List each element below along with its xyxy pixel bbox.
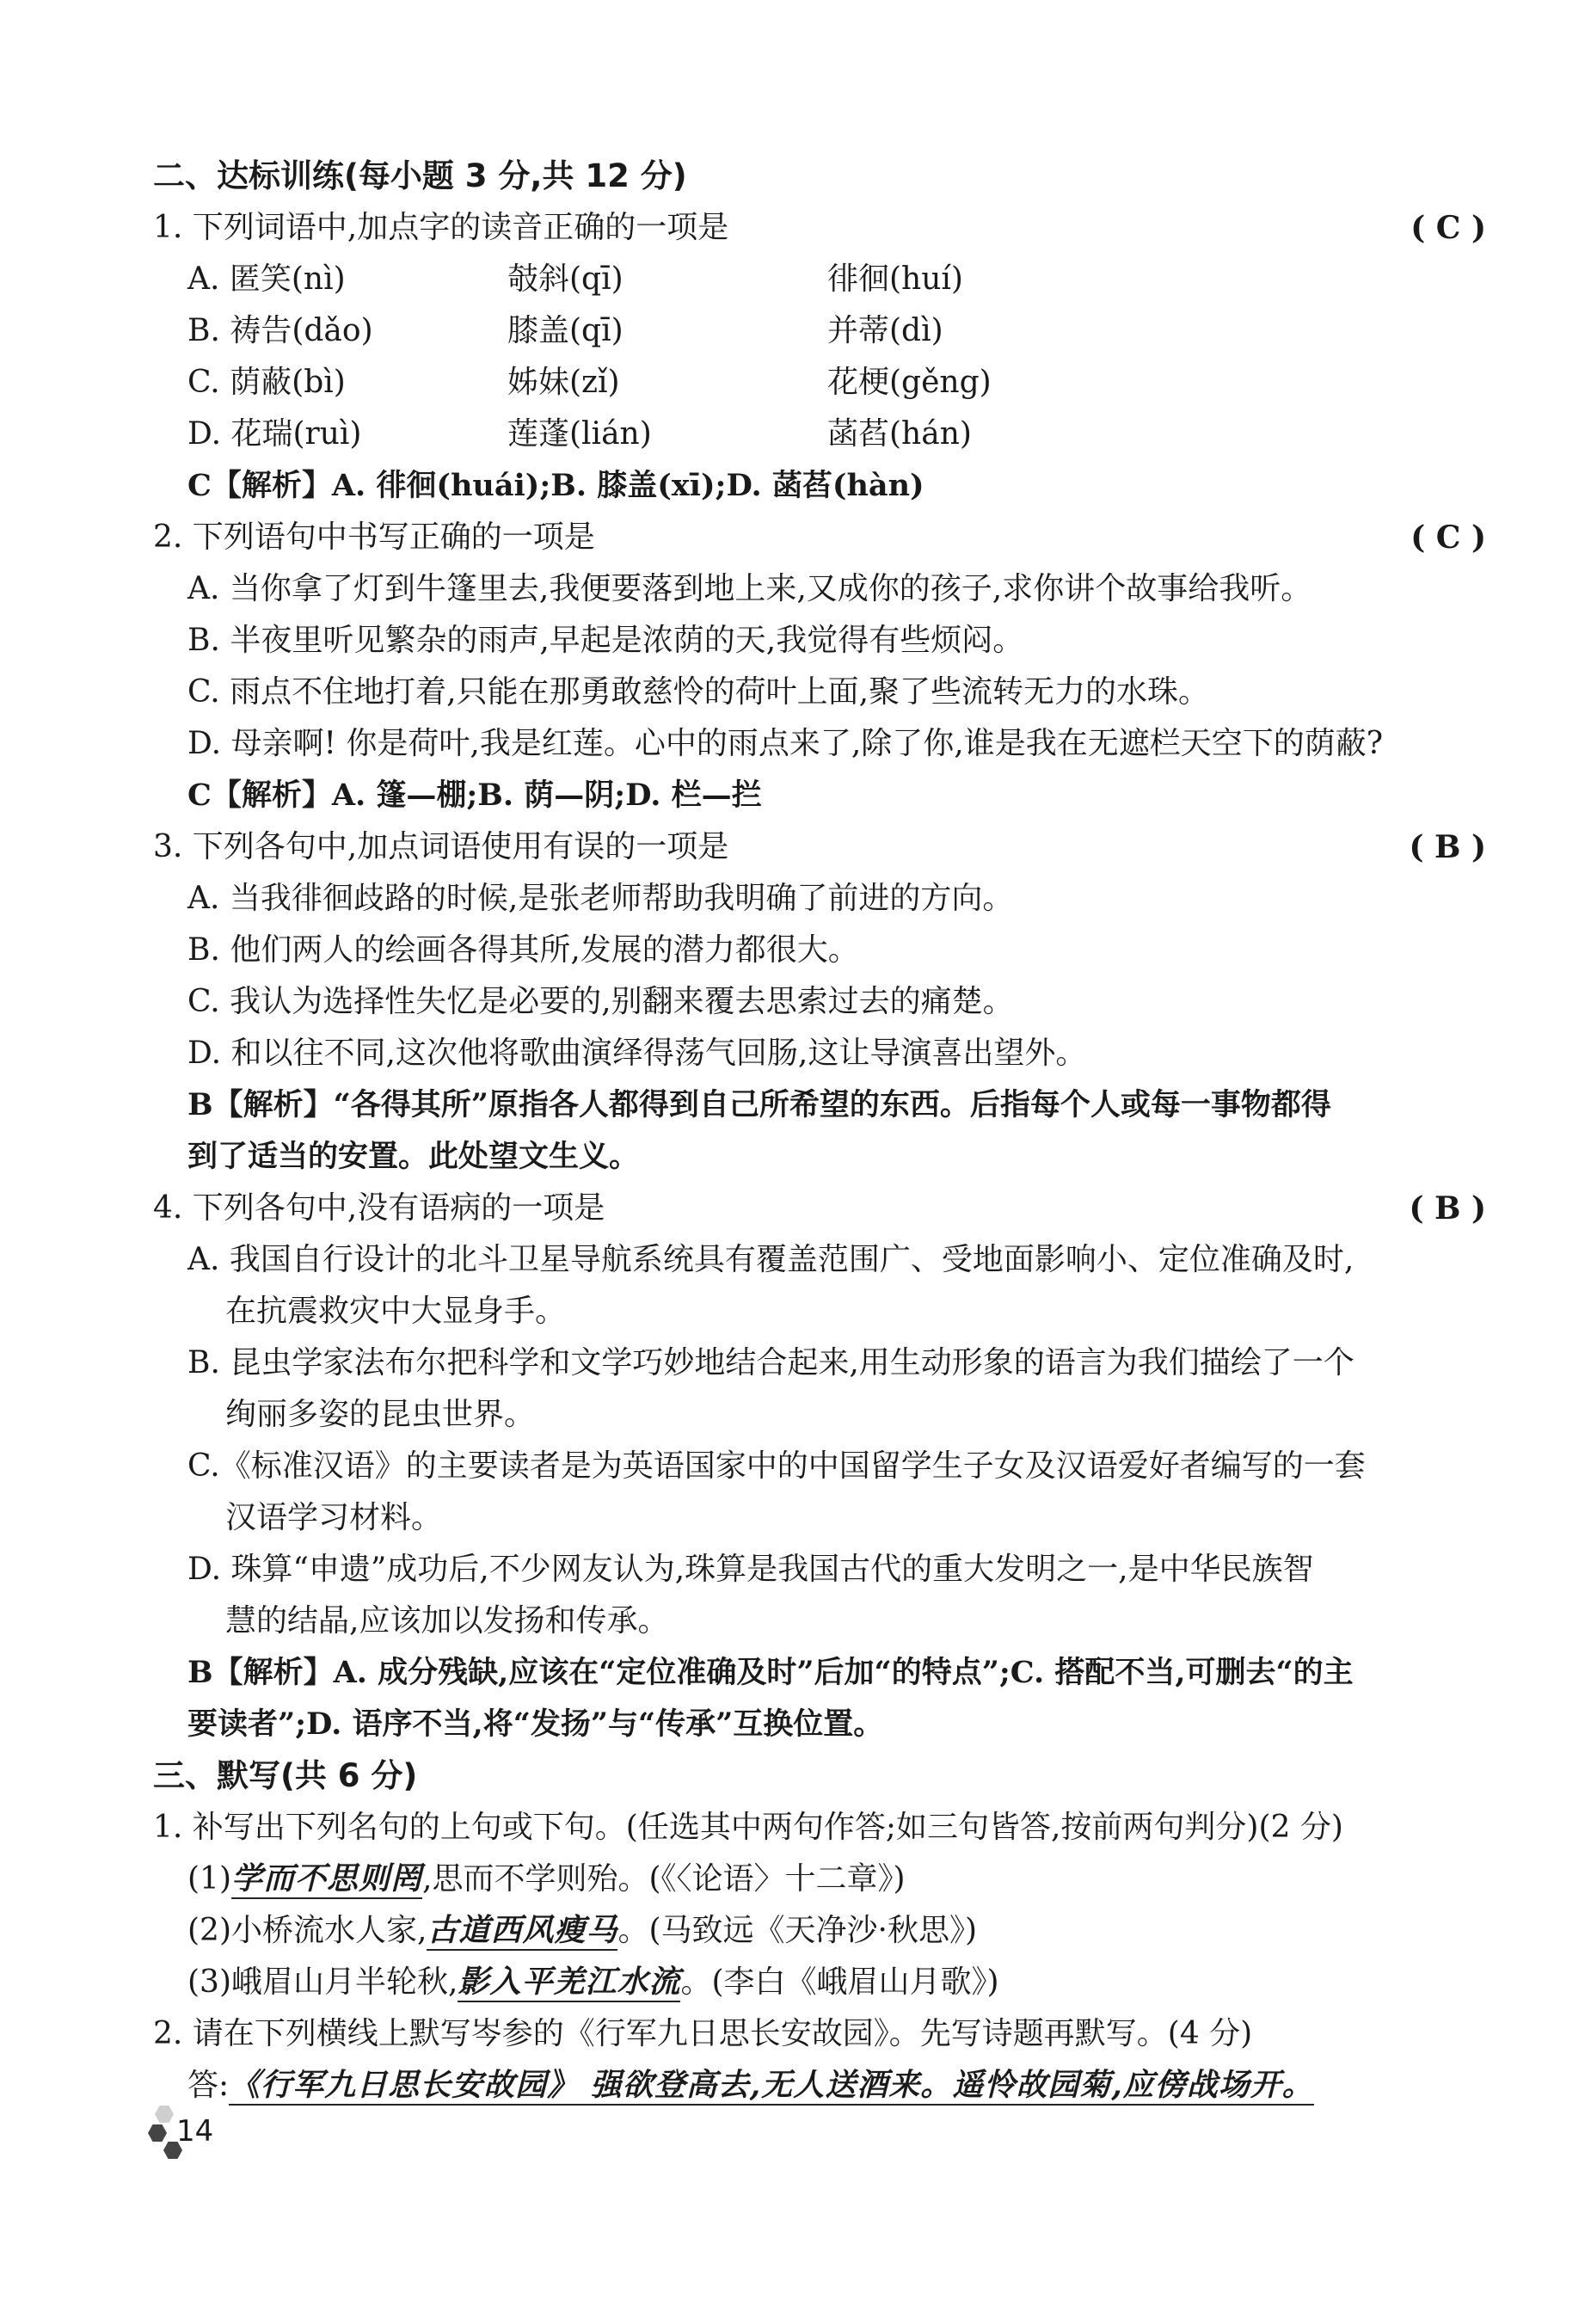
q1-a-word-1: A. 匿笑(nì) (187, 261, 346, 297)
q1-option-row-c (153, 357, 1486, 409)
dictation-q2-answer-line (153, 2060, 1486, 2112)
dictation-q2-prefix: 答: (187, 2068, 230, 2103)
dictation-q2-answer: 《行军九日思长安故园》 强欲登高去,无人送酒来。遥怜故园菊,应傍战场开。 (229, 2066, 1314, 2106)
question-2-text: 2. 下列语句中书写正确的一项是 (153, 520, 595, 555)
dictation-q1-stem: 1. 补写出下列名句的上句或下句。(任选其中两句作答;如三句皆答,按前两句判分)(2 分) (153, 1810, 1343, 1845)
q3-option-d: D. 和以往不同,这次他将歌曲演绎得荡气回肠,这让导演喜出望外。 (187, 1036, 1087, 1071)
q4-option-d-line-2: 慧的结晶,应该加以发扬和传承。 (225, 1603, 669, 1638)
dictation-item-3-pre: (3)峨眉山月半轮秋, (187, 1964, 458, 2000)
question-4-stem (153, 1183, 1486, 1234)
q3-option-b: B. 他们两人的绘画各得其所,发展的潜力都很大。 (187, 932, 859, 968)
question-4-text: 4. 下列各句中,没有语病的一项是 (153, 1190, 605, 1226)
q3-option-a: A. 当我徘徊歧路的时候,是张老师帮助我明确了前进的方向。 (187, 881, 1014, 916)
q4-analysis-line-2: 要读者”;D. 语序不当,将“发扬”与“传承”互换位置。 (187, 1706, 884, 1742)
question-3-answer: ( B ) (1409, 829, 1486, 865)
q1-b-word-3: 并蒂(dì) (827, 313, 943, 348)
q4-option-c-line-1: C.《标准汉语》的主要读者是为英语国家中的中国留学生子女及汉语爱好者编写的一套 (187, 1448, 1366, 1484)
q1-d-word-2: 莲蓬(lián) (507, 416, 652, 452)
dictation-item-2 (153, 1905, 1486, 1957)
dictation-item-3 (153, 1957, 1486, 2008)
worksheet-page (153, 151, 1486, 2112)
page-number: 14 (176, 2114, 214, 2149)
dictation-item-3-post: 。(李白《峨眉山月歌》) (680, 1964, 999, 2000)
q4-option-b-line-2: 绚丽多姿的昆虫世界。 (225, 1397, 536, 1432)
q1-option-row-a (153, 254, 1486, 305)
question-2-stem (153, 512, 1486, 563)
q1-b-word-1: B. 祷告(dǎo) (187, 313, 373, 348)
q4-option-a-line-1: A. 我国自行设计的北斗卫星导航系统具有覆盖范围广、受地面影响小、定位准确及时, (187, 1242, 1354, 1277)
q1-c-word-3: 花梗(gěng) (827, 365, 992, 400)
q1-a-word-3: 徘徊(huí) (827, 261, 963, 297)
q1-a-word-2: 攲斜(qī) (507, 261, 624, 297)
q1-c-word-2: 姊妹(zǐ) (507, 365, 620, 400)
dictation-item-2-pre: (2)小桥流水人家, (187, 1913, 427, 1948)
q4-analysis-line-1: B【解析】A. 成分残缺,应该在“定位准确及时”后加“的特点”;C. 搭配不当,可删去“的主 (187, 1655, 1354, 1690)
question-3-text: 3. 下列各句中,加点词语使用有误的一项是 (153, 829, 729, 864)
dictation-item-2-post: 。(马致远《天净沙·秋思》) (617, 1913, 978, 1948)
section-title-dictation: 三、默写(共 6 分) (153, 1757, 418, 1794)
question-4-answer: ( B ) (1409, 1190, 1486, 1227)
q2-option-d: D. 母亲啊! 你是荷叶,我是红莲。心中的雨点来了,除了你,谁是我在无遮栏天空下的荫蔽? (187, 726, 1384, 761)
q1-option-row-d (153, 409, 1486, 460)
question-2-answer: ( C ) (1410, 520, 1486, 556)
dictation-item-2-answer: 古道西风瘦马 (427, 1911, 617, 1951)
q2-option-c: C. 雨点不住地打着,只能在那勇敢慈怜的荷叶上面,聚了些流转无力的水珠。 (187, 674, 1210, 710)
hexagon-decoration-icon (148, 2124, 167, 2142)
dictation-item-1-pre: (1) (187, 1861, 231, 1897)
q2-option-a: A. 当你拿了灯到牛篷里去,我便要落到地上来,又成你的孩子,求你讲个故事给我听。 (187, 571, 1312, 606)
q1-b-word-2: 膝盖(qī) (507, 313, 624, 348)
dictation-item-1 (153, 1854, 1486, 1905)
q4-option-c-line-2: 汉语学习材料。 (225, 1500, 443, 1535)
question-3-stem (153, 821, 1486, 873)
q2-option-b: B. 半夜里听见繁杂的雨声,早起是浓荫的天,我觉得有些烦闷。 (187, 623, 1024, 658)
question-1-answer: ( C ) (1410, 210, 1486, 246)
question-1-text: 1. 下列词语中,加点字的读音正确的一项是 (153, 210, 729, 245)
dictation-q2-stem: 2. 请在下列横线上默写岑参的《行军九日思长安故园》。先写诗题再默写。(4 分) (153, 2016, 1253, 2051)
q1-option-row-b (153, 305, 1486, 357)
q1-c-word-1: C. 荫蔽(bì) (187, 365, 346, 400)
q3-analysis-line-2: 到了适当的安置。此处望文生义。 (187, 1139, 640, 1174)
dictation-item-3-answer: 影入平羌江水流 (458, 1963, 680, 2002)
q4-option-d-line-1: D. 珠算“申遗”成功后,不少网友认为,珠算是我国古代的重大发明之一,是中华民族智 (187, 1552, 1314, 1587)
q2-analysis: C【解析】A. 篷—棚;B. 荫—阴;D. 栏—拦 (187, 778, 762, 813)
dictation-item-1-post: ,思而不学则殆。(《〈论语〉十二章》) (422, 1861, 906, 1897)
dictation-item-1-answer: 学而不思则罔 (231, 1860, 422, 1899)
q1-analysis: C【解析】A. 徘徊(huái);B. 膝盖(xī);D. 菡萏(hàn) (187, 468, 924, 503)
q4-option-b-line-1: B. 昆虫学家法布尔把科学和文学巧妙地结合起来,用生动形象的语言为我们描绘了一个 (187, 1345, 1354, 1380)
q1-d-word-3: 菡萏(hán) (827, 416, 972, 452)
q3-analysis-line-1: B【解析】“各得其所”原指各人都得到自己所希望的东西。后指每个人或每一事物都得 (187, 1087, 1331, 1122)
section-title-practice: 二、达标训练(每小题 3 分,共 12 分) (153, 157, 687, 194)
question-1-stem (153, 202, 1486, 254)
q3-option-c: C. 我认为选择性失忆是必要的,别翻来覆去思索过去的痛楚。 (187, 984, 1014, 1019)
q1-d-word-1: D. 花瑞(ruì) (187, 416, 362, 452)
q4-option-a-line-2: 在抗震救灾中大显身手。 (225, 1294, 567, 1329)
